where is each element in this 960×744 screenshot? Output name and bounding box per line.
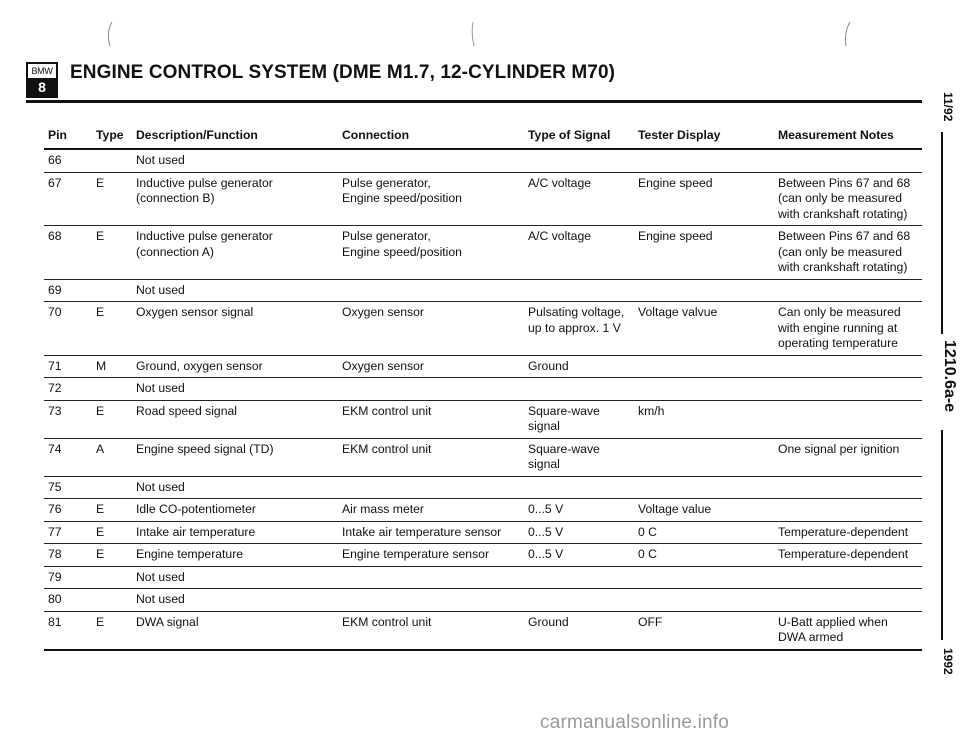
description-cell <box>136 172 342 226</box>
connection-cell <box>342 378 528 401</box>
table-row <box>44 521 922 544</box>
connection-cell <box>342 400 528 438</box>
type-cell: E <box>96 400 136 438</box>
table-row <box>44 476 922 499</box>
connection-cell-line: Oxygen sensor <box>342 358 424 373</box>
connection-cell <box>342 172 528 226</box>
tester-display-cell <box>638 544 778 567</box>
type-cell: E <box>96 226 136 280</box>
table-row <box>44 279 922 302</box>
type-cell: M <box>96 355 136 378</box>
measurement-notes-cell <box>778 611 922 650</box>
table-row <box>44 302 922 356</box>
connection-cell-line: Engine speed/position <box>342 244 462 259</box>
connection-cell <box>342 438 528 476</box>
description-cell <box>136 544 342 567</box>
type-cell <box>96 279 136 302</box>
signal-type-cell-line: signal <box>528 419 560 433</box>
measurement-notes-cell <box>778 149 922 172</box>
tester-display-cell-line: Engine speed <box>638 229 713 243</box>
tester-display-cell <box>638 499 778 522</box>
column-header: Pin <box>44 126 96 149</box>
signal-type-cell <box>528 521 638 544</box>
pin-table <box>44 126 922 651</box>
signal-type-cell <box>528 279 638 302</box>
measurement-notes-cell <box>778 355 922 378</box>
description-cell-line: Ground, oxygen sensor <box>136 358 263 373</box>
description-cell <box>136 476 342 499</box>
tester-display-cell <box>638 438 778 476</box>
pin-cell: 70 <box>44 302 96 356</box>
type-cell: E <box>96 302 136 356</box>
pin-cell: 78 <box>44 544 96 567</box>
description-cell-line: Engine temperature <box>136 547 244 561</box>
connection-cell <box>342 589 528 612</box>
description-cell-line: Not used <box>136 153 185 167</box>
logo-series-number: 8 <box>28 79 56 96</box>
signal-type-cell-line: 0...5 V <box>528 547 564 561</box>
description-cell <box>136 226 342 280</box>
connection-cell-line: Engine speed/position <box>342 191 462 205</box>
tester-display-cell <box>638 302 778 356</box>
measurement-notes-cell <box>778 589 922 612</box>
side-rule <box>941 132 943 334</box>
table-row <box>44 544 922 567</box>
description-cell-line: Not used <box>136 479 185 494</box>
signal-type-cell <box>528 149 638 172</box>
measurement-notes-cell-line: Between Pins 67 and 68 <box>778 229 911 243</box>
description-cell <box>136 438 342 476</box>
signal-type-cell <box>528 589 638 612</box>
pin-cell: 74 <box>44 438 96 476</box>
tester-display-cell <box>638 611 778 650</box>
column-header: Type of Signal <box>528 126 638 149</box>
page-header <box>26 60 922 104</box>
description-cell <box>136 279 342 302</box>
tester-display-cell-line: km/h <box>638 403 665 418</box>
signal-type-cell <box>528 566 638 589</box>
tester-display-cell-line: 0 C <box>638 524 657 539</box>
measurement-notes-cell <box>778 499 922 522</box>
description-cell-line: (connection B) <box>136 191 215 205</box>
type-cell <box>96 149 136 172</box>
measurement-notes-cell-line: Temperature-dependent <box>778 524 909 539</box>
measurement-notes-cell <box>778 476 922 499</box>
type-cell: E <box>96 499 136 522</box>
signal-type-cell-line: Pulsating voltage, <box>528 305 625 319</box>
signal-type-cell <box>528 476 638 499</box>
measurement-notes-cell-line: One signal per ignition <box>778 441 900 456</box>
table-row <box>44 400 922 438</box>
pin-cell: 66 <box>44 149 96 172</box>
connection-cell-line: Pulse generator, <box>342 175 431 190</box>
description-cell-line: Oxygen sensor signal <box>136 305 254 319</box>
watermark: carmanualsonline.info <box>540 712 730 733</box>
tester-display-cell-line: OFF <box>638 614 663 629</box>
tester-display-cell <box>638 172 778 226</box>
tester-display-cell <box>638 378 778 401</box>
signal-type-cell-line: 0...5 V <box>528 502 564 516</box>
measurement-notes-cell <box>778 302 922 356</box>
tester-display-cell <box>638 521 778 544</box>
connection-cell-line: Intake air temperature sensor <box>342 524 502 539</box>
type-cell <box>96 566 136 589</box>
table-row <box>44 589 922 612</box>
table-body <box>44 149 922 650</box>
signal-type-cell-line: A/C voltage <box>528 229 592 243</box>
measurement-notes-cell <box>778 226 922 280</box>
signal-type-cell <box>528 226 638 280</box>
connection-cell-line: EKM control unit <box>342 614 432 629</box>
connection-cell <box>342 499 528 522</box>
measurement-notes-cell <box>778 279 922 302</box>
logo-text: BMW <box>28 64 56 80</box>
tester-display-cell-line: Voltage value <box>638 502 712 516</box>
side-date: 11/92 <box>941 92 955 122</box>
table-row <box>44 149 922 172</box>
measurement-notes-cell <box>778 400 922 438</box>
description-cell-line: Inductive pulse generator <box>136 229 273 243</box>
connection-cell <box>342 226 528 280</box>
scan-mark <box>104 20 114 48</box>
signal-type-cell-line: signal <box>528 457 560 471</box>
connection-cell <box>342 149 528 172</box>
title-rule <box>26 100 922 103</box>
connection-cell-line: EKM control unit <box>342 441 432 456</box>
pin-cell: 75 <box>44 476 96 499</box>
measurement-notes-cell <box>778 566 922 589</box>
signal-type-cell <box>528 302 638 356</box>
tester-display-cell <box>638 149 778 172</box>
measurement-notes-cell-line: with engine running at <box>778 320 898 335</box>
pin-cell: 67 <box>44 172 96 226</box>
scan-mark <box>842 20 852 48</box>
connection-cell-line: Pulse generator, <box>342 229 431 243</box>
side-code: 1210.6a-e <box>941 340 958 413</box>
description-cell <box>136 400 342 438</box>
table-row <box>44 378 922 401</box>
connection-cell <box>342 521 528 544</box>
tester-display-cell-line: 0 C <box>638 547 657 561</box>
description-cell-line: Intake air temperature <box>136 524 256 539</box>
tester-display-cell <box>638 355 778 378</box>
table-row <box>44 172 922 226</box>
type-cell <box>96 476 136 499</box>
measurement-notes-cell <box>778 378 922 401</box>
table-row <box>44 438 922 476</box>
signal-type-cell-line: Square-wave <box>528 403 600 418</box>
tester-display-cell <box>638 476 778 499</box>
table-row <box>44 499 922 522</box>
tester-display-cell <box>638 566 778 589</box>
tester-display-cell-line: Engine speed <box>638 175 713 190</box>
pin-cell: 69 <box>44 279 96 302</box>
connection-cell <box>342 476 528 499</box>
description-cell <box>136 589 342 612</box>
signal-type-cell <box>528 172 638 226</box>
table-header-row <box>44 126 922 149</box>
side-rule <box>941 430 943 640</box>
connection-cell <box>342 611 528 650</box>
measurement-notes-cell-line: with crankshaft rotating) <box>778 260 908 274</box>
connection-cell <box>342 544 528 567</box>
measurement-notes-cell <box>778 438 922 476</box>
description-cell <box>136 378 342 401</box>
signal-type-cell-line: Ground <box>528 358 569 373</box>
description-cell-line: Idle CO-potentiometer <box>136 502 256 516</box>
scan-mark <box>468 20 478 48</box>
tester-display-cell <box>638 589 778 612</box>
connection-cell-line: Engine temperature sensor <box>342 547 490 561</box>
signal-type-cell <box>528 499 638 522</box>
pin-cell: 68 <box>44 226 96 280</box>
connection-cell-line: Air mass meter <box>342 502 424 516</box>
measurement-notes-cell-line: Between Pins 67 and 68 <box>778 175 911 190</box>
connection-cell-line: EKM control unit <box>342 403 432 418</box>
column-header: Description/Function <box>136 126 342 149</box>
pin-cell: 73 <box>44 400 96 438</box>
table-row <box>44 611 922 650</box>
description-cell-line: Not used <box>136 381 185 395</box>
pin-cell: 71 <box>44 355 96 378</box>
description-cell <box>136 499 342 522</box>
column-header: Measurement Notes <box>778 126 922 149</box>
type-cell: E <box>96 172 136 226</box>
column-header: Type <box>96 126 136 149</box>
description-cell <box>136 302 342 356</box>
description-cell <box>136 611 342 650</box>
type-cell: E <box>96 544 136 567</box>
description-cell <box>136 149 342 172</box>
description-cell-line: Not used <box>136 592 185 606</box>
description-cell <box>136 566 342 589</box>
bmw-logo <box>26 62 58 98</box>
signal-type-cell-line: 0...5 V <box>528 524 564 539</box>
signal-type-cell-line: up to approx. 1 V <box>528 320 621 335</box>
signal-type-cell <box>528 611 638 650</box>
signal-type-cell-line: Square-wave <box>528 441 600 456</box>
description-cell-line: Not used <box>136 282 185 297</box>
table-row <box>44 566 922 589</box>
measurement-notes-cell-line: DWA armed <box>778 630 844 644</box>
pin-cell: 76 <box>44 499 96 522</box>
signal-type-cell-line: Ground <box>528 614 569 629</box>
column-header: Connection <box>342 126 528 149</box>
signal-type-cell <box>528 400 638 438</box>
type-cell: E <box>96 521 136 544</box>
table-row <box>44 226 922 280</box>
signal-type-cell <box>528 438 638 476</box>
measurement-notes-cell-line: U-Batt applied when <box>778 614 888 629</box>
type-cell <box>96 378 136 401</box>
signal-type-cell <box>528 378 638 401</box>
table-row <box>44 355 922 378</box>
measurement-notes-cell <box>778 544 922 567</box>
description-cell-line: Inductive pulse generator <box>136 175 273 190</box>
description-cell-line: DWA signal <box>136 614 199 629</box>
column-header: Tester Display <box>638 126 778 149</box>
signal-type-cell-line: A/C voltage <box>528 175 592 190</box>
tester-display-cell-line: Voltage valvue <box>638 305 718 319</box>
measurement-notes-cell <box>778 172 922 226</box>
pin-cell: 81 <box>44 611 96 650</box>
description-cell-line: Not used <box>136 569 185 584</box>
signal-type-cell <box>528 544 638 567</box>
description-cell-line: Road speed signal <box>136 403 237 418</box>
description-cell <box>136 355 342 378</box>
description-cell-line: Engine speed signal (TD) <box>136 441 274 456</box>
tester-display-cell <box>638 226 778 280</box>
side-year: 1992 <box>941 648 955 675</box>
connection-cell-line: Oxygen sensor <box>342 305 424 319</box>
measurement-notes-cell-line: Temperature-dependent <box>778 547 909 561</box>
measurement-notes-cell-line: (can only be measured <box>778 244 902 259</box>
connection-cell <box>342 355 528 378</box>
pin-cell: 77 <box>44 521 96 544</box>
tester-display-cell <box>638 400 778 438</box>
measurement-notes-cell-line: Can only be measured <box>778 305 901 319</box>
signal-type-cell <box>528 355 638 378</box>
connection-cell <box>342 302 528 356</box>
pin-cell: 72 <box>44 378 96 401</box>
pin-cell: 80 <box>44 589 96 612</box>
type-cell: A <box>96 438 136 476</box>
measurement-notes-cell-line: operating temperature <box>778 336 898 350</box>
connection-cell <box>342 279 528 302</box>
type-cell: E <box>96 611 136 650</box>
measurement-notes-cell-line: (can only be measured <box>778 191 902 205</box>
connection-cell <box>342 566 528 589</box>
measurement-notes-cell <box>778 521 922 544</box>
pin-cell: 79 <box>44 566 96 589</box>
description-cell-line: (connection A) <box>136 244 214 259</box>
tester-display-cell <box>638 279 778 302</box>
page-title: ENGINE CONTROL SYSTEM (DME M1.7, 12-CYLINDER M70) <box>70 62 616 83</box>
type-cell <box>96 589 136 612</box>
description-cell <box>136 521 342 544</box>
measurement-notes-cell-line: with crankshaft rotating) <box>778 206 908 221</box>
